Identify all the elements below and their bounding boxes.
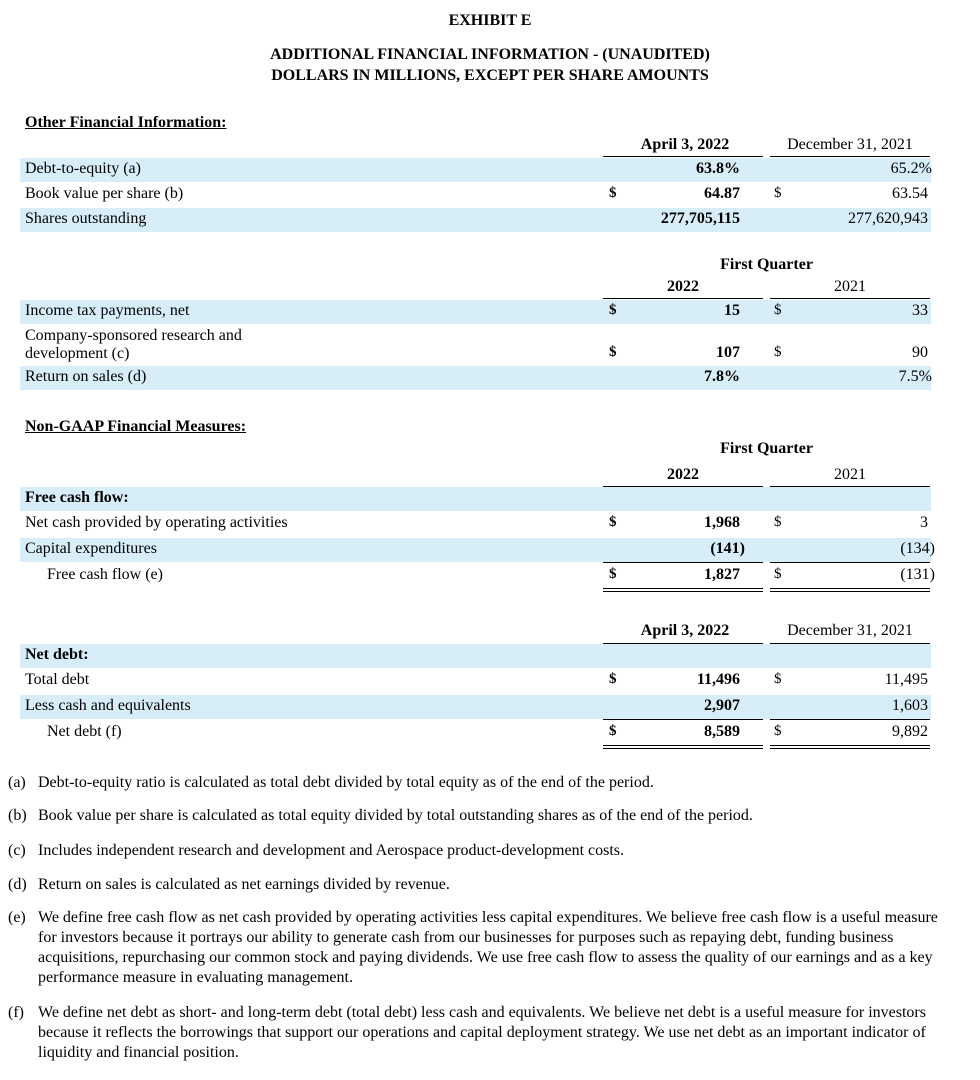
section-row — [20, 487, 931, 511]
value-prior: 33 — [912, 302, 928, 319]
currency-symbol: $ — [774, 185, 782, 201]
value-current: 64.87 — [704, 185, 740, 202]
footnote-text: Book value per share is calculated as total equity divided by total outstanding shares as of the end of the period. — [38, 807, 753, 824]
value-prior: 63.54 — [892, 185, 928, 202]
value-prior: 9,892 — [892, 723, 928, 740]
nongaap-col2-header: 2021 — [834, 466, 866, 483]
subtotal-rule — [603, 562, 763, 563]
footnote-text: We define net debt as short- and long-term debt (total debt) less cash and equivalents. We believe net debt is a useful measure for investors because it reflects the borrowings that support our operations and capital deployment strategy. We use net debt as an important indicator of liquidity and financial position. — [38, 1004, 926, 1061]
subtotal-rule — [770, 719, 930, 720]
value-current: 2,907 — [704, 697, 740, 714]
header-rule — [770, 156, 930, 157]
section-label: Net debt: — [25, 646, 89, 663]
quarter-col1-header: 2022 — [667, 278, 699, 295]
value-prior: 11,495 — [884, 671, 928, 688]
row-label: Debt-to-equity (a) — [25, 160, 141, 177]
value-current: (141) — [710, 540, 745, 557]
quarter-period-header: First Quarter — [720, 256, 813, 273]
value-current: 1,968 — [704, 514, 740, 531]
footnote-d — [8, 875, 948, 895]
footnote-text: Includes independent research and development and Aerospace product-development costs. — [38, 842, 625, 859]
currency-symbol: $ — [609, 514, 617, 530]
footnote-marker: (c) — [8, 842, 26, 859]
currency-symbol: $ — [609, 185, 617, 201]
value-prior: (134) — [900, 540, 935, 557]
table-row — [20, 366, 931, 390]
table-row — [20, 325, 931, 365]
value-prior: 277,620,943 — [848, 210, 928, 227]
footnote-f — [8, 1003, 948, 1063]
row-label: Shares outstanding — [25, 210, 147, 227]
value-prior: 1,603 — [892, 697, 928, 714]
currency-symbol: $ — [774, 302, 782, 318]
subtitle-line-1: ADDITIONAL FINANCIAL INFORMATION - (UNAUDITED) — [270, 46, 710, 63]
footnote-marker: (d) — [8, 876, 27, 893]
table-row — [20, 300, 931, 324]
value-current: 8,589 — [704, 723, 740, 740]
table-row — [20, 669, 931, 693]
value-prior: 3 — [920, 514, 928, 531]
nongaap-period-header: First Quarter — [720, 440, 813, 457]
table-row — [20, 183, 931, 207]
row-label: Capital expenditures — [25, 540, 157, 557]
value-current: 15 — [724, 302, 740, 319]
subtitle-line-2: DOLLARS IN MILLIONS, EXCEPT PER SHARE AMOUNTS — [271, 67, 709, 84]
report-subtitle — [0, 44, 980, 86]
currency-symbol: $ — [609, 344, 617, 360]
value-prior: 7.5% — [898, 368, 932, 385]
total-double-rule — [603, 588, 763, 592]
header-rule — [603, 156, 763, 157]
currency-symbol: $ — [609, 671, 617, 687]
currency-symbol: $ — [774, 671, 782, 687]
table-row — [20, 208, 931, 232]
footnote-a — [8, 773, 948, 793]
row-label: Free cash flow (e) — [47, 566, 163, 583]
other-col2-header: December 31, 2021 — [787, 136, 913, 153]
non-gaap-heading: Non-GAAP Financial Measures: — [25, 418, 247, 435]
value-current: 63.8% — [696, 160, 740, 177]
row-label-line-2: development (c) — [25, 345, 130, 362]
header-rule — [603, 298, 763, 299]
currency-symbol: $ — [774, 344, 782, 360]
total-double-rule — [603, 745, 763, 749]
value-current: 107 — [716, 344, 740, 361]
footnote-marker: (b) — [8, 807, 27, 824]
netdebt-col1-header: April 3, 2022 — [640, 622, 730, 639]
currency-symbol: $ — [774, 566, 782, 582]
total-double-rule — [770, 588, 930, 592]
row-label: Total debt — [25, 671, 90, 688]
footnote-text: We define free cash flow as net cash provided by operating activities less capital expenditures. We believe free cash flow is a useful measure for investors because it portrays our ability to generate cash from our businesses for purposes such as repaying debt, funding business acquisitions, repurchasing our common stock and paying dividends. We use free cash flow to assess the quality of our earnings and as a key performance measure in evaluating management. — [38, 909, 938, 986]
table-row — [20, 512, 931, 536]
footnote-text: Debt-to-equity ratio is calculated as total debt divided by total equity as of the end of the period. — [38, 774, 654, 791]
footnote-c — [8, 841, 948, 861]
value-current: 11,496 — [696, 671, 740, 688]
footnote-marker: (f) — [8, 1004, 24, 1021]
currency-symbol: $ — [774, 723, 782, 739]
table-row — [20, 695, 931, 719]
value-current: 7.8% — [704, 368, 740, 385]
netdebt-col2-header: December 31, 2021 — [787, 622, 913, 639]
row-label: Less cash and equivalents — [25, 697, 191, 714]
header-rule — [770, 298, 930, 299]
table-row — [20, 721, 931, 745]
footnote-b — [8, 806, 948, 826]
section-label: Free cash flow: — [25, 489, 129, 506]
footnote-e — [8, 908, 948, 988]
subtotal-rule — [603, 719, 763, 720]
footnote-marker: (e) — [8, 909, 26, 926]
currency-symbol: $ — [609, 566, 617, 582]
table-row — [20, 564, 935, 588]
other-col1-header: April 3, 2022 — [640, 136, 730, 153]
value-current: 277,705,115 — [660, 210, 740, 227]
value-prior: 90 — [912, 344, 928, 361]
other-financial-heading: Other Financial Information: — [25, 114, 227, 131]
value-prior: (131) — [900, 566, 935, 583]
footnote-marker: (a) — [8, 774, 26, 791]
section-row — [20, 644, 931, 668]
currency-symbol: $ — [609, 723, 617, 739]
row-label: Income tax payments, net — [25, 302, 190, 319]
exhibit-title: EXHIBIT E — [448, 12, 532, 29]
table-row — [20, 538, 935, 562]
row-label — [25, 327, 242, 363]
quarter-col2-header: 2021 — [834, 278, 866, 295]
row-label-line-1: Company-sponsored research and — [25, 327, 242, 344]
total-double-rule — [770, 745, 930, 749]
subtotal-rule — [770, 562, 930, 563]
currency-symbol: $ — [774, 514, 782, 530]
table-row — [20, 158, 931, 182]
value-current: 1,827 — [704, 566, 740, 583]
value-prior: 65.2% — [890, 160, 932, 177]
row-label: Return on sales (d) — [25, 368, 147, 385]
row-label: Net cash provided by operating activities — [25, 514, 288, 531]
nongaap-col1-header: 2022 — [667, 466, 699, 483]
row-label: Net debt (f) — [47, 723, 122, 740]
currency-symbol: $ — [609, 302, 617, 318]
row-label: Book value per share (b) — [25, 185, 184, 202]
footnote-text: Return on sales is calculated as net earnings divided by revenue. — [38, 876, 450, 893]
